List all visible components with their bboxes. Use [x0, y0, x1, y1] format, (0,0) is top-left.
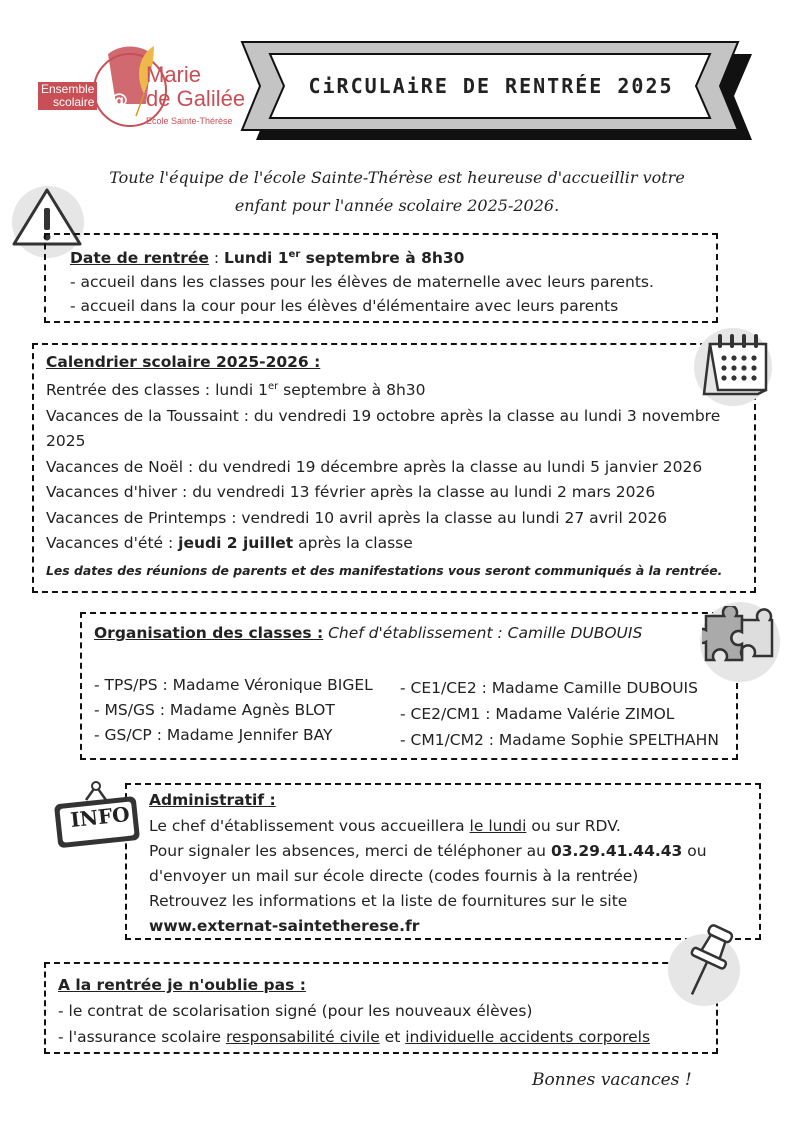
phone-number: 03.29.41.44.43: [550, 842, 683, 860]
class-ce2-cm1: - CE2/CM1 : Madame Valérie ZIMOL: [400, 705, 675, 723]
class-ce1-ce2: - CE1/CE2 : Madame Camille DUBOUIS: [400, 679, 698, 697]
organisation-box: [80, 612, 738, 760]
website-link[interactable]: www.externat-saintetherese.fr: [149, 917, 420, 935]
oublie-item-1: - le contrat de scolarisation signé (pour les nouveaux élèves): [58, 1002, 533, 1020]
calendrier-ete: Vacances d'été : jeudi 2 juillet après la classe: [46, 534, 413, 552]
administratif-title: Administratif :: [149, 791, 276, 809]
calendrier-printemps: Vacances de Printemps : vendredi 10 avril après la classe au lundi 27 avril 2026: [46, 509, 668, 527]
administratif-absences: Pour signaler les absences, merci de téléphoner au 03.29.41.44.43 ou: [149, 842, 707, 860]
rentree-date: Lundi 1er septembre à 8h30: [224, 248, 465, 267]
oublie-item-2: - l'assurance scolaire responsabilité civile et individuelle accidents corporels: [58, 1028, 651, 1046]
calendrier-rentree: Rentrée des classes : lundi 1er septembre à 8h30: [46, 380, 426, 399]
rentree-date-line: [70, 249, 464, 268]
rentree-label: Date de rentrée: [70, 249, 209, 267]
administratif-box: [125, 783, 761, 940]
class-ms-gs: - MS/GS : Madame Agnès BLOT: [94, 701, 335, 719]
class-gs-cp: - GS/CP : Madame Jennifer BAY: [94, 726, 333, 744]
info-sign-text: INFO: [69, 801, 131, 833]
oublie-box: [44, 962, 718, 1054]
rentree-sep: :: [208, 249, 224, 267]
closing-text: Bonnes vacances !: [532, 1070, 692, 1090]
calendrier-note: Les dates des réunions de parents et des manifestations vous seront communiqués à la rentrée.: [46, 563, 723, 578]
puzzle-icon: [702, 606, 776, 668]
calendrier-toussaint-year: 2025: [46, 432, 86, 450]
calendrier-title: Calendrier scolaire 2025-2026 :: [46, 353, 321, 371]
rentree-item-1: - accueil dans les classes pour les élèves de maternelle avec leurs parents.: [70, 273, 654, 291]
info-sign-icon: [50, 778, 146, 852]
calendrier-hiver: Vacances d'hiver : du vendredi 13 février après la classe au lundi 2 mars 2026: [46, 483, 656, 501]
intro-line-2: enfant pour l'année scolaire 2025-2026.: [234, 196, 560, 215]
banner-title: CiRCULAiRE DE RENTRÉE 2025: [308, 74, 674, 98]
logo-school-name: Ecole Sainte-Thérèse: [146, 116, 233, 126]
class-tps-ps: - TPS/PS : Madame Véronique BIGEL: [94, 676, 373, 694]
school-logo: [36, 44, 250, 134]
organisation-chef: Chef d'établissement : Camille DUBOUIS: [323, 624, 643, 642]
logo-name-galilee: de Galilée: [146, 86, 246, 111]
administratif-accueil: Le chef d'établissement vous accueillera le lundi ou sur RDV.: [149, 817, 621, 835]
rentree-box: [44, 233, 718, 323]
administratif-mail: d'envoyer un mail sur école directe (codes fournis à la rentrée): [149, 867, 639, 885]
administratif-site-intro: Retrouvez les informations et la liste de fournitures sur le site: [149, 892, 628, 910]
logo-text-ensemble: Ensemble: [41, 82, 95, 96]
calendar-icon: [700, 328, 776, 400]
logo-text-scolaire: scolaire: [53, 95, 95, 109]
organisation-title: Organisation des classes :: [94, 624, 324, 642]
calendrier-box: [32, 343, 756, 593]
intro-line-1: Toute l'équipe de l'école Sainte-Thérèse est heureuse d'accueillir votre: [109, 168, 685, 187]
pushpin-icon: [676, 920, 740, 1002]
logo-name-marie: Marie: [146, 62, 202, 87]
rentree-item-2: - accueil dans la cour pour les élèves d'élémentaire avec leurs parents: [70, 297, 619, 315]
class-cm1-cm2: - CM1/CM2 : Madame Sophie SPELTHAHN: [400, 731, 719, 749]
title-banner: [240, 40, 752, 140]
calendrier-noel: Vacances de Noël : du vendredi 19 décembre après la classe au lundi 5 janvier 2026: [46, 458, 703, 476]
organisation-heading: [94, 624, 642, 643]
logo-at: @: [110, 90, 128, 111]
oublie-title: A la rentrée je n'oublie pas :: [58, 976, 306, 994]
calendrier-toussaint: Vacances de la Toussaint : du vendredi 19 octobre après la classe au lundi 3 novembre: [46, 407, 721, 425]
